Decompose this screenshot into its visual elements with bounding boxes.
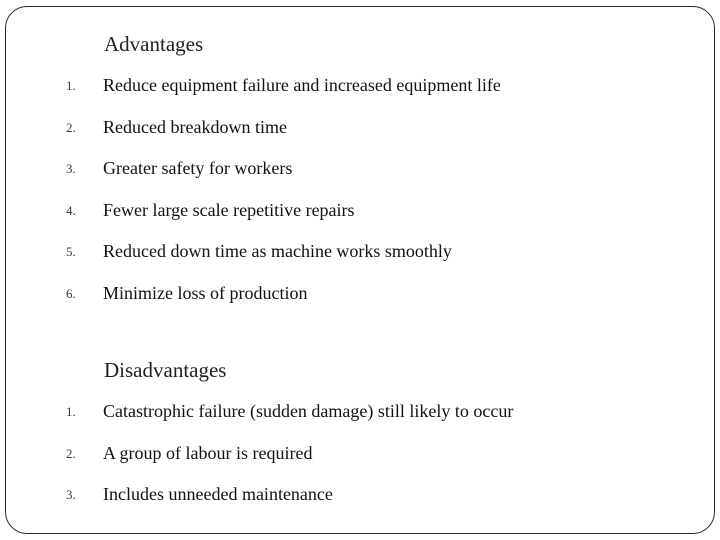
- disadvantage-item-2: [0, 442, 700, 466]
- list-number: 5.: [66, 244, 76, 259]
- list-number: 2.: [66, 446, 76, 461]
- disadvantages-heading: Disadvantages: [104, 358, 227, 382]
- advantage-item-2: [0, 116, 700, 140]
- advantage-item-6: [0, 282, 700, 306]
- list-item-text: Fewer large scale repetitive repairs: [103, 200, 355, 220]
- list-item-text: Minimize loss of production: [103, 283, 308, 303]
- list-item-text: Includes unneeded maintenance: [103, 484, 333, 504]
- advantage-item-4: [0, 199, 700, 223]
- advantage-item-1: [0, 74, 700, 98]
- advantage-item-5: [0, 240, 700, 264]
- list-number: 6.: [66, 286, 76, 301]
- list-number: 4.: [66, 203, 76, 218]
- list-item-text: Reduce equipment failure and increased equipment life: [103, 75, 501, 95]
- list-number: 1.: [66, 404, 76, 419]
- advantages-heading: Advantages: [104, 32, 204, 56]
- list-number: 2.: [66, 120, 76, 135]
- list-item-text: Catastrophic failure (sudden damage) still likely to occur: [103, 401, 514, 421]
- list-number: 3.: [66, 487, 76, 502]
- list-number: 3.: [66, 161, 76, 176]
- disadvantage-item-1: [0, 400, 700, 424]
- list-number: 1.: [66, 78, 76, 93]
- disadvantage-item-3: [0, 483, 700, 507]
- list-item-text: Greater safety for workers: [103, 158, 293, 178]
- list-item-text: Reduced breakdown time: [103, 117, 287, 137]
- advantage-item-3: [0, 157, 700, 181]
- list-item-text: A group of labour is required: [103, 443, 313, 463]
- list-item-text: Reduced down time as machine works smoothly: [103, 241, 452, 261]
